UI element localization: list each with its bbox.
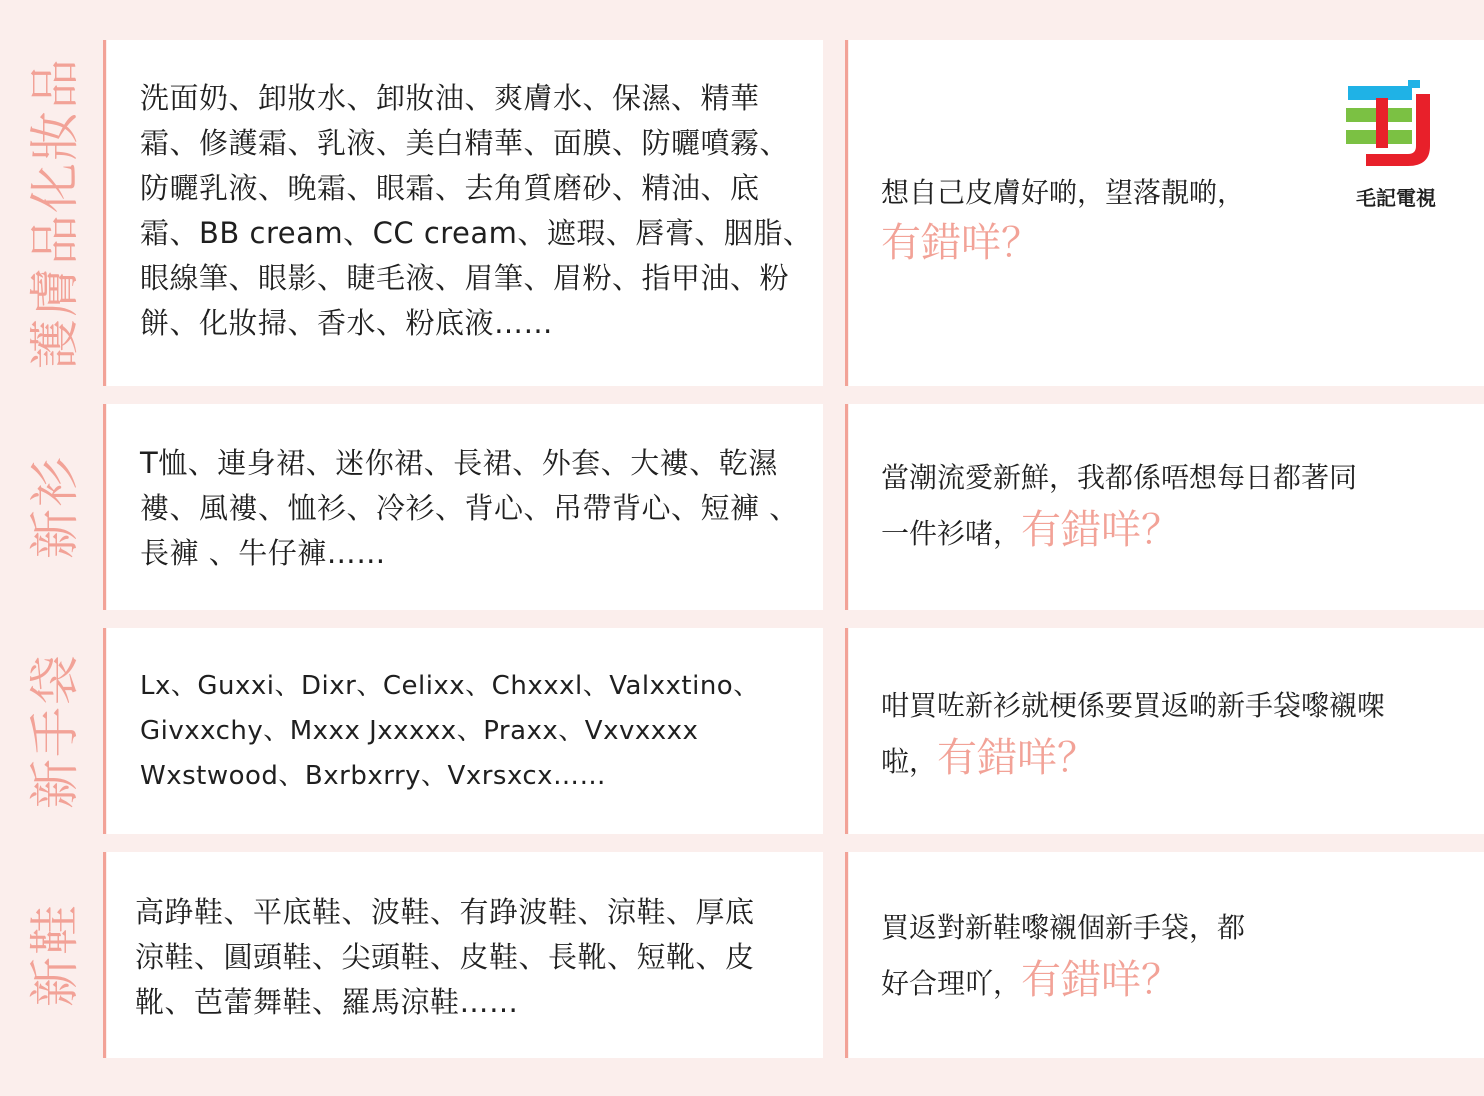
items-panel <box>107 40 823 386</box>
note-highlight: 有錯咩？ <box>1021 957 1182 1003</box>
note-body: 當潮流愛新鮮，我都係唔想每日都著同一件衫啫， <box>881 461 1358 550</box>
category-text: 護膚品化妝品 <box>26 57 84 369</box>
category-text: 新衫 <box>26 455 84 559</box>
note-text <box>881 902 1254 1010</box>
note-text <box>881 452 1374 560</box>
note-panel <box>849 852 1484 1058</box>
brand-logo-icon <box>1346 76 1446 182</box>
category-label <box>10 404 100 610</box>
note-body: 咁買咗新衫就梗係要買返啲新手袋嚟襯㗎啦， <box>881 689 1386 778</box>
note-highlight: 有錯咩？ <box>937 735 1098 781</box>
note-panel <box>849 628 1484 834</box>
divider-mid <box>845 628 848 834</box>
divider-mid <box>845 852 848 1058</box>
category-text: 新手袋 <box>26 653 84 809</box>
category-label <box>10 40 100 386</box>
divider-left <box>103 404 106 610</box>
note-body: 想自己皮膚好啲，望落靚啲， <box>881 176 1246 209</box>
note-highlight: 有錯咩？ <box>1021 507 1182 553</box>
brand-logo <box>1346 76 1446 216</box>
category-label <box>10 852 100 1058</box>
brand-name: 毛記電視 <box>1356 186 1436 210</box>
divider-mid <box>845 404 848 610</box>
items-text: 洗面奶、卸妝水、卸妝油、爽膚水、保濕、精華霜、修護霜、乳液、美白精華、面膜、防曬噴霧、防曬乳液、晚霜、眼霜、去角質磨砂、精油、底霜、BB cream、CC cream、遮瑕、唇膏、胭脂、眼線筆、眼影、睫毛液、眉筆、眉粉、指甲油、粉餅、化妝掃、香水、粉底液…… <box>140 81 813 340</box>
divider-left <box>103 628 106 834</box>
items-text: 高踭鞋、平底鞋、波鞋、有踭波鞋、涼鞋、厚底涼鞋、圓頭鞋、尖頭鞋、皮鞋、長靴、短靴、皮靴、芭蕾舞鞋、羅馬涼鞋…… <box>135 895 755 1019</box>
category-text: 新鞋 <box>26 903 84 1007</box>
items-panel <box>107 852 823 1058</box>
row-shoes <box>0 852 1484 1058</box>
divider-mid <box>845 40 848 386</box>
items-text: Lx、Guxxi、Dixr、Celixx、Chxxxl、Valxxtino、Givxxchy、Mxxx Jxxxxx、Praxx、Vxvxxxx Wxstwood、Bxrbxrry、Vxrsxcx…… <box>140 671 760 791</box>
row-skincare <box>0 40 1484 386</box>
items-panel <box>107 404 823 610</box>
divider-left <box>103 852 106 1058</box>
category-label <box>10 628 100 834</box>
note-body: 買返對新鞋嚟襯個新手袋，都好合理吖， <box>881 911 1246 1000</box>
note-panel <box>849 404 1484 610</box>
note-highlight: 有錯咩？ <box>881 220 1041 266</box>
divider-left <box>103 40 106 386</box>
row-handbags <box>0 628 1484 834</box>
row-clothes <box>0 404 1484 610</box>
items-text: T恤、連身裙、迷你裙、長裙、外套、大褸、乾濕褸、風褸、恤衫、冷衫、背心、吊帶背心、短褲 、長褲 、牛仔褲…… <box>140 446 799 570</box>
note-text <box>881 168 1284 272</box>
items-panel <box>107 628 823 834</box>
note-text <box>881 680 1414 788</box>
